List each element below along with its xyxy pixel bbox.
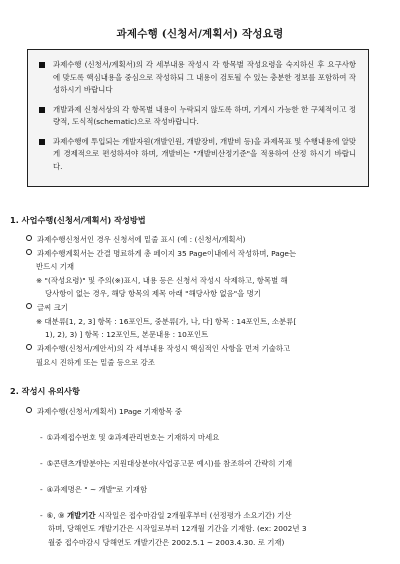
notice-item bbox=[39, 59, 356, 97]
section1-line bbox=[26, 248, 296, 260]
notice-item bbox=[39, 136, 356, 174]
notice-item-text: 개발과제 신청서상의 각 항목별 내용이 누락되지 않도록 하며, 기계시 가능한 한 구체적이고 정량적, 도식적(schematic)으로 작성바랍니다. bbox=[53, 104, 356, 126]
notice-item bbox=[39, 104, 356, 129]
section2-dash-prefix: ⑥, ⑨ bbox=[46, 511, 65, 520]
section1-line-cont: 반드시 기재 bbox=[36, 262, 75, 271]
section2-dash-item bbox=[40, 510, 291, 522]
section1-line-text: 과제수행계획서는 간결 명료하게 총 페이지 35 Page이내에서 작성하며, Page는 bbox=[37, 249, 297, 258]
section2-dash-text: ④과제명은 " ~ 개발"로 기재함 bbox=[46, 485, 148, 494]
section2-heading: 2. 작성시 유의사항 bbox=[10, 386, 80, 396]
section2-dash-cont: 월중 접수마감시 당해연도 개발기간은 2002.5.1 ~ 2003.4.30. 로 기재) bbox=[48, 538, 285, 547]
section2-dash-item bbox=[40, 432, 219, 444]
section1-note: ※ "(작성요령)" 및 주의(※)표시, 내용 등은 신청서 작성시 삭제하고, 항목별 해 bbox=[36, 276, 288, 285]
section2-dash-item bbox=[40, 458, 292, 470]
square-bullet-icon bbox=[39, 107, 45, 113]
development-period-label: 개발기간 bbox=[66, 511, 96, 520]
section2-dash-text: ⑤콘텐츠개발분야는 지원대상분야(사업공고문 예시)를 참조하여 간략히 기재 bbox=[46, 459, 293, 468]
section1-line bbox=[26, 343, 290, 355]
document-title: 과제수행 (신청서/계획서) 작성요령 bbox=[116, 28, 284, 40]
section1-heading: 1. 사업수행(신청서/계획서) 작성방법 bbox=[10, 215, 146, 225]
section2-dash-text: ①과제접수번호 및 ②과제관리번호는 기재하지 마세요 bbox=[46, 433, 220, 442]
circle-bullet-icon bbox=[26, 344, 32, 350]
section1-line bbox=[26, 234, 246, 246]
section1-line-cont: 필요시 진하게 또는 밑줄 등으로 강조 bbox=[36, 358, 155, 367]
section2-line-text: 과제수행(신청서/계획서) 1Page 기재항목 중 bbox=[37, 407, 182, 416]
notice-item-text: 과제수행 (신청서/계획서)의 각 세부내용 작성시 각 항목별 작성요령을 숙지하신 후 요구사항에 맞도록 핵심내용을 중심으로 작성하되 그 내용이 검토될 수 있는 충분한 정보를 포함하여 작성하시기 바랍니다 bbox=[53, 60, 356, 94]
notice-box bbox=[27, 49, 369, 187]
section1-line-text: 과제수행신청서인 경우 신청서에 밑줄 표시 (예 : (신청서/계획서) bbox=[37, 235, 246, 244]
section1-line-text: 과제수행(신청서/계안서)의 각 세부내용 작성시 핵심적인 사항을 먼저 기술하고 bbox=[37, 344, 291, 353]
notice-item-text: 과제수행에 투입되는 개발자원(개발인원, 개발장비, 개발비 등)을 과제목표 및 수행내용에 알맞게 경제적으로 편성하셔야 하며, 개발비는 "개발비산정기준"을 적용하여 산정 하시기 바랍니다. bbox=[53, 136, 356, 171]
section2-line bbox=[26, 406, 182, 418]
section2-dash-text: 시작일은 접수마감일 2개월후부터 (선정평가 소요기간) 기산 bbox=[95, 511, 292, 520]
dash-bullet-icon: - bbox=[40, 433, 43, 442]
dash-bullet-icon: - bbox=[40, 511, 43, 520]
section1-line-text: 글씨 크기 bbox=[37, 303, 68, 312]
dash-bullet-icon: - bbox=[40, 459, 43, 468]
circle-bullet-icon bbox=[26, 249, 32, 255]
dash-bullet-icon: - bbox=[40, 485, 43, 494]
section1-note: ※ 대분류[1, 2, 3] 항목 : 16포인트, 중분류[가, 나, 다] 항목 : 14포인트, 소분류[ bbox=[36, 317, 297, 326]
section2-dash-cont: 하며, 당해연도 개발기간은 시작일로부터 12개월 기간을 기재함. (ex: 2002년 3 bbox=[48, 524, 307, 533]
circle-bullet-icon bbox=[26, 303, 32, 309]
square-bullet-icon bbox=[39, 62, 45, 68]
circle-bullet-icon bbox=[26, 235, 32, 241]
circle-bullet-icon bbox=[26, 407, 32, 413]
section1-note-cont: 당사항이 없는 경우, 해당 항목의 제목 아래 "해당사항 없음"을 명기 bbox=[45, 289, 261, 298]
section1-line bbox=[26, 302, 68, 314]
section2-dash-item bbox=[40, 484, 147, 496]
section1-note-cont: 1), 2), 3) ] 항목 : 12포인트, 본문내용 : 10포인트 bbox=[45, 330, 209, 339]
square-bullet-icon bbox=[39, 139, 45, 145]
